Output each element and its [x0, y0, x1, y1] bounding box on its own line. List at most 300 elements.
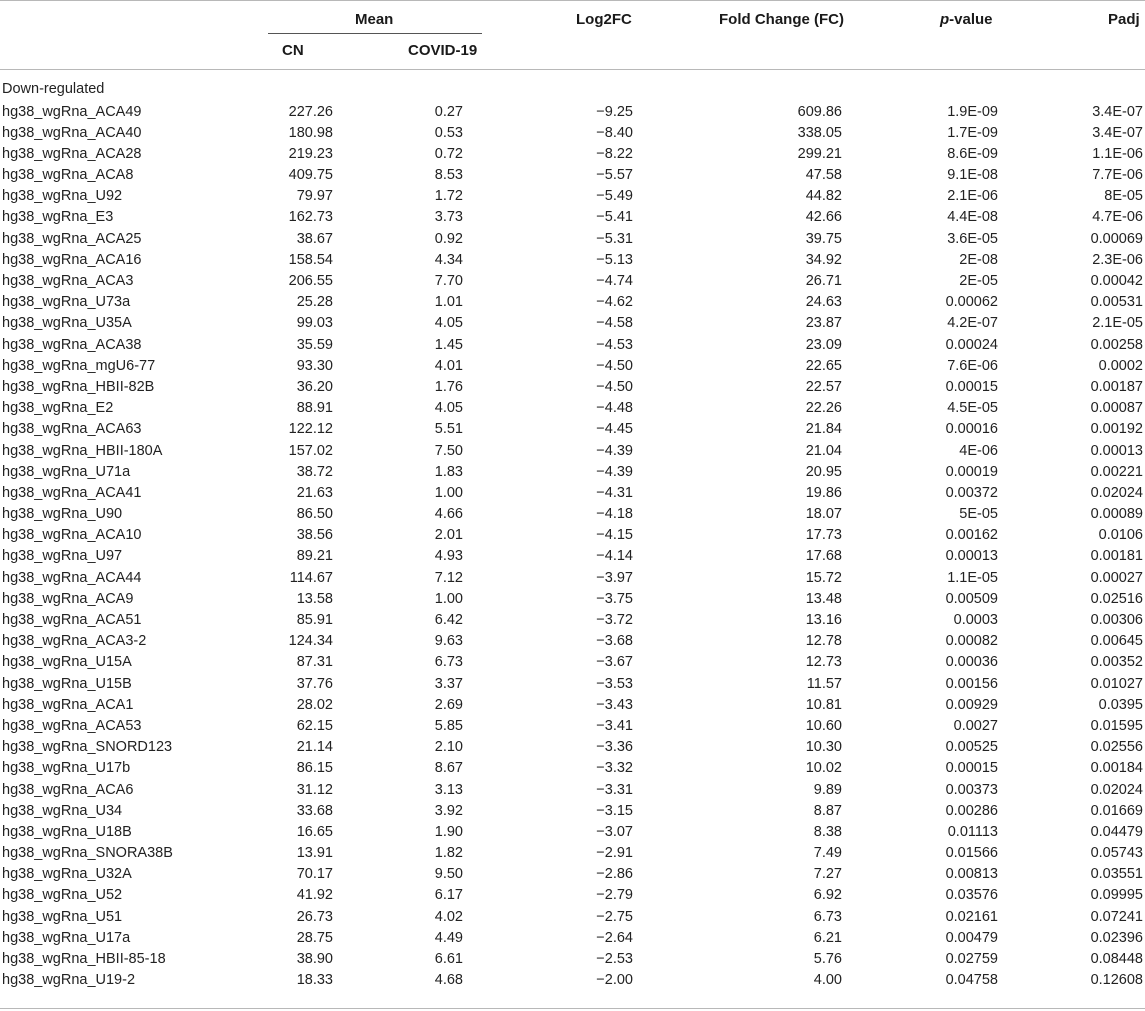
fold-change-cell: 10.30	[805, 739, 842, 756]
fold-change-cell: 22.57	[805, 378, 842, 395]
fold-change-cell: 5.76	[813, 951, 842, 967]
gene-name-cell: hg38_wgRna_U52	[2, 887, 123, 904]
gene-name-cell: hg38_wgRna_SNORD123	[2, 739, 173, 756]
log2fc-cell: −3.67	[596, 654, 633, 671]
fold-change-cell: 39.75	[805, 230, 842, 247]
log2fc-cell: −3.36	[596, 739, 633, 756]
p-value-cell: 0.00509	[945, 590, 998, 607]
padj-cell: 0.00306	[1090, 612, 1143, 628]
mean-covid-cell: 9.63	[434, 633, 463, 650]
table-row	[0, 652, 1145, 673]
p-value-cell: 0.00062	[945, 294, 998, 311]
fold-change-cell: 10.02	[805, 760, 842, 777]
log2fc-cell: −4.50	[596, 378, 633, 395]
padj-cell: 4.7E-06	[1092, 209, 1143, 226]
padj-cell: 8E-05	[1104, 188, 1143, 205]
mean-covid-cell: 0.92	[434, 230, 463, 247]
padj-cell: 0.03551	[1090, 866, 1143, 883]
table-row	[0, 165, 1145, 186]
padj-cell: 0.01669	[1090, 802, 1143, 819]
table-top-rule	[0, 0, 1145, 1]
table-row	[0, 313, 1145, 334]
gene-name-cell: hg38_wgRna_U17b	[2, 760, 131, 777]
table-row	[0, 737, 1145, 758]
p-value-cell: 0.00286	[945, 802, 998, 819]
table-row	[0, 102, 1145, 123]
table-row	[0, 525, 1145, 546]
mean-covid-cell: 4.02	[434, 908, 463, 925]
padj-cell: 0.0002	[1098, 357, 1143, 374]
fold-change-cell: 6.92	[813, 887, 842, 904]
mean-cn-cell: 37.76	[296, 675, 333, 692]
padj-cell: 0.00352	[1090, 654, 1143, 671]
fold-change-cell: 10.60	[805, 717, 842, 734]
padj-cell: 0.00645	[1090, 633, 1143, 650]
mean-cn-cell: 21.14	[296, 739, 333, 756]
mean-covid-cell: 1.00	[434, 484, 463, 501]
table-row	[0, 970, 1145, 991]
mean-cn-cell: 157.02	[288, 442, 333, 459]
padj-cell: 0.02516	[1090, 590, 1143, 607]
gene-name-cell: hg38_wgRna_U97	[2, 548, 123, 565]
p-value-cell: 1.1E-05	[947, 569, 998, 586]
table-row	[0, 546, 1145, 567]
mean-covid-cell: 4.49	[434, 929, 463, 946]
padj-cell: 0.12608	[1090, 972, 1143, 989]
mean-covid-cell: 6.73	[434, 654, 463, 671]
table-row	[0, 780, 1145, 801]
gene-name-cell: hg38_wgRna_E3	[2, 209, 114, 226]
p-value-cell: 0.00372	[945, 484, 998, 501]
log2fc-cell: −4.39	[596, 463, 633, 480]
gene-name-cell: hg38_wgRna_ACA41	[2, 484, 142, 501]
gene-name-cell: hg38_wgRna_ACA16	[2, 251, 142, 268]
gene-name-cell: hg38_wgRna_E2	[2, 400, 114, 417]
p-value-cell: 0.00024	[945, 336, 998, 353]
mean-covid-cell: 4.66	[434, 506, 463, 523]
mean-covid-cell: 1.72	[434, 188, 463, 205]
fold-change-cell: 9.89	[813, 781, 842, 798]
mean-cn-cell: 86.50	[296, 506, 333, 523]
padj-cell: 0.00184	[1090, 760, 1143, 777]
log2fc-cell: −3.15	[596, 802, 633, 819]
table-row	[0, 462, 1145, 483]
padj-cell: 2.1E-05	[1092, 315, 1143, 332]
log2fc-cell: −3.97	[596, 569, 633, 586]
mean-cn-cell: 99.03	[296, 315, 333, 332]
log2fc-cell: −3.41	[596, 717, 633, 734]
p-value-cell: 0.04758	[945, 972, 998, 989]
mean-covid-cell: 5.85	[434, 717, 463, 734]
padj-cell: 0.09995	[1090, 887, 1143, 904]
padj-cell: 0.00042	[1090, 273, 1143, 289]
p-value-cell: 0.00156	[945, 675, 998, 692]
fold-change-cell: 17.73	[805, 527, 842, 544]
p-value-cell: 0.00013	[945, 548, 998, 565]
log2fc-cell: −2.75	[596, 908, 633, 925]
mean-covid-cell: 4.01	[434, 357, 463, 374]
header-p-value	[940, 11, 993, 29]
log2fc-cell: −4.48	[596, 400, 633, 417]
log2fc-cell: −9.25	[596, 103, 633, 120]
padj-cell: 2.3E-06	[1092, 251, 1143, 268]
padj-cell: 0.0106	[1098, 527, 1143, 544]
mean-cn-cell: 33.68	[296, 802, 333, 819]
log2fc-cell: −4.39	[596, 442, 633, 459]
fold-change-cell: 24.63	[805, 294, 842, 311]
fold-change-cell: 44.82	[805, 188, 842, 205]
table-row	[0, 758, 1145, 779]
mean-covid-cell: 3.73	[434, 209, 463, 226]
mean-covid-cell: 7.70	[434, 273, 463, 289]
mean-covid-cell: 0.72	[434, 145, 463, 162]
log2fc-cell: −8.40	[596, 124, 633, 141]
mean-covid-cell: 3.13	[434, 781, 463, 798]
mean-cn-cell: 180.98	[288, 124, 333, 141]
fold-change-cell: 19.86	[805, 484, 842, 501]
padj-cell: 0.00027	[1090, 569, 1143, 586]
fold-change-cell: 609.86	[797, 103, 842, 120]
mean-covid-cell: 8.53	[434, 167, 463, 184]
mean-cn-cell: 26.73	[296, 908, 333, 925]
padj-cell: 0.01027	[1090, 675, 1143, 692]
p-value-cell: 1.7E-09	[947, 124, 998, 141]
gene-name-cell: hg38_wgRna_U15B	[2, 675, 132, 692]
padj-cell: 0.00531	[1090, 294, 1143, 311]
p-value-cell: 0.01113	[947, 823, 998, 840]
mean-cn-cell: 88.91	[296, 400, 333, 417]
mean-cn-cell: 38.90	[296, 951, 333, 967]
table-row	[0, 568, 1145, 589]
gene-name-cell: hg38_wgRna_U51	[2, 908, 123, 925]
log2fc-cell: −3.32	[596, 760, 633, 777]
p-value-cell: 0.00082	[945, 633, 998, 650]
mean-cn-cell: 89.21	[296, 548, 333, 565]
mean-cn-cell: 28.75	[296, 929, 333, 946]
mean-cn-cell: 35.59	[296, 336, 333, 353]
mean-cn-cell: 13.91	[296, 845, 333, 862]
padj-cell: 0.02024	[1090, 484, 1143, 501]
mean-covid-cell: 8.67	[434, 760, 463, 777]
padj-cell: 3.4E-07	[1092, 124, 1143, 141]
p-value-cell: 0.00479	[945, 929, 998, 946]
mean-covid-cell: 0.53	[434, 124, 463, 141]
table-row	[0, 885, 1145, 906]
header-covid: COVID-19	[408, 42, 478, 59]
mean-cn-cell: 36.20	[296, 378, 333, 395]
p-value-cell: 0.00036	[945, 654, 998, 671]
mean-cn-cell: 86.15	[296, 760, 333, 777]
log2fc-cell: −2.79	[596, 887, 633, 904]
table-row	[0, 123, 1145, 144]
fold-change-cell: 7.27	[813, 866, 842, 883]
gene-name-cell: hg38_wgRna_U92	[2, 188, 123, 205]
mean-cn-cell: 87.31	[296, 654, 333, 671]
mean-covid-cell: 1.76	[434, 378, 463, 395]
p-value-cell: 0.0003	[953, 612, 998, 628]
table-row	[0, 292, 1145, 313]
table-row	[0, 822, 1145, 843]
gene-name-cell: hg38_wgRna_ACA8	[2, 167, 134, 184]
table-row	[0, 610, 1145, 631]
padj-cell: 0.07241	[1090, 908, 1143, 925]
fold-change-cell: 6.73	[813, 908, 842, 925]
mean-covid-cell: 1.83	[434, 463, 463, 480]
table-row	[0, 229, 1145, 250]
gene-name-cell: hg38_wgRna_U15A	[2, 654, 132, 671]
mean-cn-cell: 93.30	[296, 357, 333, 374]
log2fc-cell: −4.62	[596, 294, 633, 311]
mean-cn-cell: 21.63	[296, 484, 333, 501]
log2fc-cell: −4.31	[596, 484, 633, 501]
gene-name-cell: hg38_wgRna_U90	[2, 506, 123, 523]
fold-change-cell: 12.78	[805, 633, 842, 650]
mean-covid-cell: 4.05	[434, 400, 463, 417]
log2fc-cell: −8.22	[596, 145, 633, 162]
table-row	[0, 864, 1145, 885]
padj-cell: 1.1E-06	[1092, 145, 1143, 162]
fold-change-cell: 17.68	[805, 548, 842, 565]
fold-change-cell: 11.57	[806, 675, 842, 692]
table-row	[0, 504, 1145, 525]
mean-covid-cell: 4.05	[434, 315, 463, 332]
log2fc-cell: −4.50	[596, 357, 633, 374]
p-value-cell: 1.9E-09	[947, 103, 998, 120]
mean-cn-cell: 38.67	[296, 230, 333, 247]
table-row	[0, 377, 1145, 398]
p-value-cell: 2E-05	[959, 273, 998, 289]
mean-cn-cell: 38.56	[296, 527, 333, 544]
log2fc-cell: −4.45	[596, 421, 633, 438]
p-value-cell: 0.02161	[945, 908, 998, 925]
gene-name-cell: hg38_wgRna_ACA49	[2, 103, 142, 120]
mean-covid-cell: 5.51	[434, 421, 463, 438]
p-value-cell: 4.4E-08	[947, 209, 998, 226]
p-value-cell: 4.2E-07	[947, 315, 998, 332]
mean-cn-cell: 38.72	[296, 463, 333, 480]
log2fc-cell: −3.07	[596, 823, 633, 840]
fold-change-cell: 13.16	[805, 612, 842, 628]
gene-name-cell: hg38_wgRna_HBII-82B	[2, 378, 155, 395]
p-value-cell: 2.1E-06	[947, 188, 998, 205]
p-value-cell: 0.00162	[945, 527, 998, 544]
table-row	[0, 483, 1145, 504]
p-value-cell: 3.6E-05	[947, 230, 998, 247]
log2fc-cell: −4.74	[596, 273, 633, 289]
p-value-cell: 0.00929	[945, 696, 998, 713]
fold-change-cell: 47.58	[805, 167, 842, 184]
table-row	[0, 250, 1145, 271]
gene-name-cell: hg38_wgRna_U35A	[2, 315, 132, 332]
mean-cn-cell: 13.58	[296, 590, 333, 607]
p-value-cell: 0.00813	[945, 866, 998, 883]
mean-cn-cell: 206.55	[288, 273, 333, 289]
fold-change-cell: 299.21	[797, 145, 842, 162]
mean-cn-cell: 122.12	[288, 421, 333, 438]
table-row	[0, 907, 1145, 928]
padj-cell: 0.00013	[1090, 442, 1143, 459]
header-cn: CN	[282, 42, 304, 59]
log2fc-cell: −4.18	[596, 506, 633, 523]
section-label: Down-regulated	[2, 81, 105, 97]
padj-cell: 0.01595	[1090, 717, 1143, 734]
gene-name-cell: hg38_wgRna_U34	[2, 802, 123, 819]
mean-covid-cell: 7.50	[434, 442, 463, 459]
log2fc-cell: −5.57	[596, 167, 633, 184]
padj-cell: 0.00089	[1090, 506, 1143, 523]
mean-cn-cell: 16.65	[296, 823, 333, 840]
table-body	[0, 102, 1145, 992]
gene-name-cell: hg38_wgRna_U71a	[2, 463, 131, 480]
table-row	[0, 207, 1145, 228]
log2fc-cell: −2.86	[596, 866, 633, 883]
table-row	[0, 335, 1145, 356]
fold-change-cell: 34.92	[805, 251, 842, 268]
p-value-cell: 0.00015	[945, 378, 998, 395]
mean-covid-cell: 2.69	[434, 696, 463, 713]
fold-change-cell: 21.84	[805, 421, 842, 438]
mean-cn-cell: 409.75	[288, 167, 333, 184]
log2fc-cell: −2.64	[596, 929, 633, 946]
table-row	[0, 843, 1145, 864]
mean-cn-cell: 85.91	[296, 612, 333, 628]
gene-name-cell: hg38_wgRna_U32A	[2, 866, 132, 883]
fold-change-cell: 8.87	[813, 802, 842, 819]
log2fc-cell: −5.31	[596, 230, 633, 247]
padj-cell: 0.02556	[1090, 739, 1143, 756]
gene-name-cell: hg38_wgRna_mgU6-77	[2, 357, 156, 374]
mean-covid-cell: 1.01	[434, 294, 463, 311]
log2fc-cell: −4.58	[596, 315, 633, 332]
gene-name-cell: hg38_wgRna_U18B	[2, 823, 132, 840]
fold-change-cell: 12.73	[805, 654, 842, 671]
gene-name-cell: hg38_wgRna_U17a	[2, 929, 131, 946]
mean-covid-cell: 1.00	[434, 590, 463, 607]
p-value-cell: 0.0027	[953, 717, 998, 734]
mean-cn-cell: 18.33	[296, 972, 333, 989]
table-row	[0, 928, 1145, 949]
gene-name-cell: hg38_wgRna_ACA63	[2, 421, 142, 438]
mean-covid-cell: 6.61	[434, 951, 463, 967]
mean-covid-cell: 1.45	[434, 336, 463, 353]
padj-cell: 7.7E-06	[1092, 167, 1143, 184]
log2fc-cell: −5.41	[596, 209, 633, 226]
padj-cell: 0.00258	[1090, 336, 1143, 353]
log2fc-cell: −3.43	[596, 696, 633, 713]
mean-covid-cell: 4.93	[434, 548, 463, 565]
mean-covid-cell: 1.90	[434, 823, 463, 840]
gene-name-cell: hg38_wgRna_ACA44	[2, 569, 142, 586]
p-value-cell: 4E-06	[959, 442, 998, 459]
gene-name-cell: hg38_wgRna_ACA53	[2, 717, 142, 734]
mean-cn-cell: 62.15	[296, 717, 333, 734]
gene-name-cell: hg38_wgRna_HBII-180A	[2, 442, 163, 459]
log2fc-cell: −5.49	[596, 188, 633, 205]
padj-cell: 0.02396	[1090, 929, 1143, 946]
gene-name-cell: hg38_wgRna_HBII-85-18	[2, 951, 166, 967]
padj-cell: 0.04479	[1090, 823, 1143, 840]
padj-cell: 0.05743	[1090, 845, 1143, 862]
mean-covid-cell: 0.27	[434, 103, 463, 120]
fold-change-cell: 7.49	[813, 845, 842, 862]
mean-covid-cell: 6.17	[434, 887, 463, 904]
mean-covid-cell: 3.92	[434, 802, 463, 819]
fold-change-cell: 20.95	[805, 463, 842, 480]
table-row	[0, 144, 1145, 165]
fold-change-cell: 338.05	[797, 124, 842, 141]
p-value-cell: 0.03576	[945, 887, 998, 904]
fold-change-cell: 10.81	[805, 696, 842, 713]
gene-name-cell: hg38_wgRna_ACA10	[2, 527, 142, 544]
log2fc-cell: −4.15	[596, 527, 633, 544]
mean-covid-cell: 9.50	[434, 866, 463, 883]
fold-change-cell: 6.21	[813, 929, 842, 946]
gene-name-cell: hg38_wgRna_ACA6	[2, 781, 134, 798]
fold-change-cell: 13.48	[805, 590, 842, 607]
mean-covid-cell: 4.68	[434, 972, 463, 989]
table-row	[0, 716, 1145, 737]
header-p-value-italic: p	[940, 11, 950, 28]
p-value-cell: 8.6E-09	[947, 145, 998, 162]
mean-cn-cell: 124.34	[288, 633, 333, 650]
mean-cn-cell: 70.17	[296, 866, 333, 883]
table-row	[0, 674, 1145, 695]
mean-covid-cell: 6.42	[434, 612, 463, 628]
p-value-cell: 0.01566	[945, 845, 998, 862]
p-value-cell: 0.00019	[945, 463, 998, 480]
gene-name-cell: hg38_wgRna_ACA28	[2, 145, 142, 162]
p-value-cell: 7.6E-06	[947, 357, 998, 374]
mean-covid-cell: 2.01	[434, 527, 463, 544]
log2fc-cell: −2.53	[596, 951, 633, 967]
mean-cn-cell: 79.97	[296, 188, 333, 205]
fold-change-cell: 8.38	[813, 823, 842, 840]
header-fold-change: Fold Change (FC)	[719, 11, 844, 28]
mean-covid-cell: 4.34	[434, 251, 463, 268]
log2fc-cell: −3.68	[596, 633, 633, 650]
mean-cn-cell: 114.67	[289, 569, 333, 586]
p-value-cell: 0.02759	[945, 951, 998, 967]
gene-name-cell: hg38_wgRna_ACA9	[2, 590, 134, 607]
fold-change-cell: 42.66	[805, 209, 842, 226]
mean-cn-cell: 31.12	[296, 781, 333, 798]
fold-change-cell: 22.65	[805, 357, 842, 374]
padj-cell: 0.00221	[1090, 463, 1143, 480]
table-row	[0, 356, 1145, 377]
fold-change-cell: 23.87	[805, 315, 842, 332]
mean-cn-cell: 162.73	[288, 209, 333, 226]
fold-change-cell: 23.09	[805, 336, 842, 353]
p-value-cell: 5E-05	[959, 506, 998, 523]
padj-cell: 0.00192	[1090, 421, 1143, 438]
table-row	[0, 801, 1145, 822]
header-padj: Padj	[1108, 11, 1140, 28]
p-value-cell: 2E-08	[959, 251, 998, 268]
log2fc-cell: −4.14	[596, 548, 633, 565]
table-row	[0, 186, 1145, 207]
gene-name-cell: hg38_wgRna_ACA38	[2, 336, 142, 353]
padj-cell: 0.08448	[1090, 951, 1143, 967]
mean-covid-cell: 3.37	[434, 675, 463, 692]
log2fc-cell: −3.72	[596, 612, 633, 628]
table-row	[0, 271, 1145, 292]
p-value-cell: 9.1E-08	[947, 167, 998, 184]
table-row	[0, 695, 1145, 716]
fold-change-cell: 18.07	[805, 506, 842, 523]
gene-name-cell: hg38_wgRna_SNORA38B	[2, 845, 173, 862]
table-row	[0, 589, 1145, 610]
mean-cn-cell: 28.02	[296, 696, 333, 713]
